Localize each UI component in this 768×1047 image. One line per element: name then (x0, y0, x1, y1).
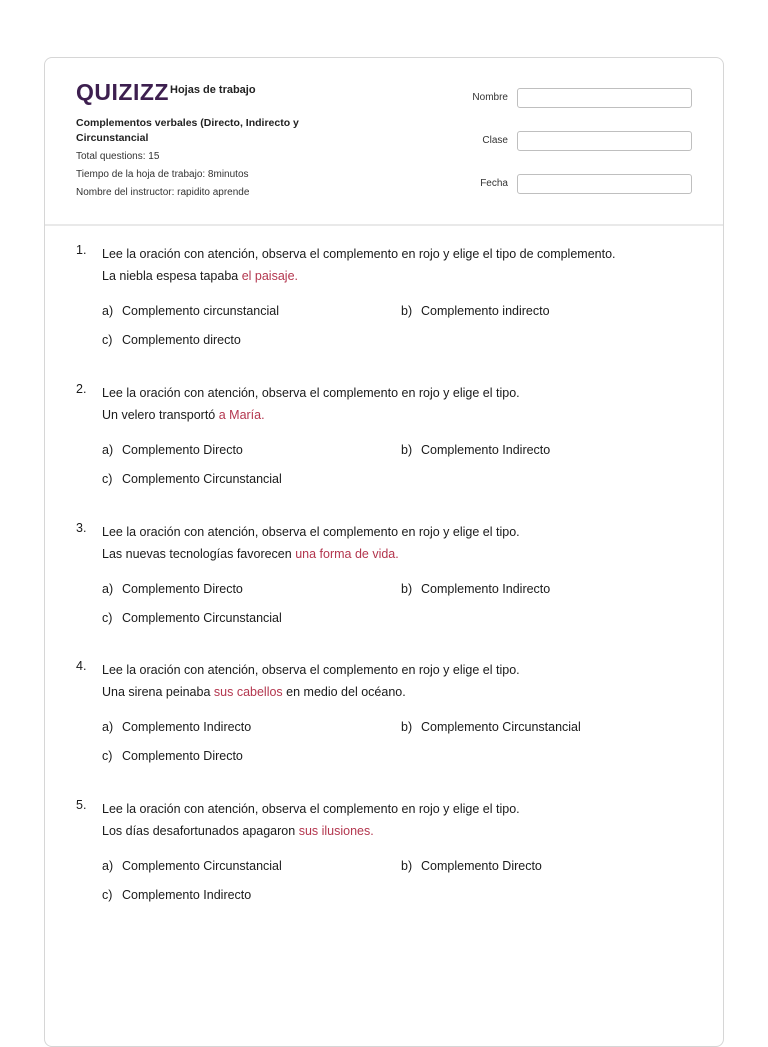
question-number: 5. (76, 798, 87, 812)
clase-label: Clase (482, 135, 508, 146)
question-sentence: La niebla espesa tapaba el paisaje. (102, 269, 298, 283)
option-b[interactable]: b) Complemento indirecto (401, 304, 550, 318)
fecha-label: Fecha (480, 178, 508, 189)
worksheet-page (44, 57, 724, 1047)
option-a[interactable]: a) Complemento circunstancial (102, 304, 280, 318)
question-sentence: Una sirena peinaba sus cabellos en medio del océano. (102, 685, 406, 699)
option-c[interactable]: c) Complemento directo (102, 333, 241, 347)
question-number: 2. (76, 382, 87, 396)
highlighted-complement: sus cabellos (213, 685, 283, 699)
question-prompt: Lee la oración con atención, observa el complemento en rojo y elige el tipo. Un velero transportó a María. (102, 382, 702, 426)
option-c[interactable]: c) Complemento Circunstancial (102, 611, 282, 625)
option-a[interactable]: a) Complemento Circunstancial (102, 859, 282, 873)
quizizz-logo: QUIZIZZ (76, 79, 169, 105)
nombre-field[interactable] (517, 88, 692, 108)
worksheet-header (45, 58, 723, 226)
clase-field[interactable] (517, 131, 692, 151)
question-number: 3. (76, 521, 87, 535)
total-questions: Total questions: 15 (76, 151, 160, 162)
highlighted-complement: a María. (218, 408, 265, 422)
option-b[interactable]: b) Complemento Indirecto (401, 582, 551, 596)
option-c[interactable]: c) Complemento Circunstancial (102, 472, 282, 486)
highlighted-complement: una forma de vida. (295, 547, 399, 561)
worksheet-time: Tiempo de la hoja de trabajo: 8minutos (76, 169, 249, 180)
question-number: 1. (76, 243, 87, 257)
question-prompt: Lee la oración con atención, observa el complemento en rojo y elige el tipo. Las nuevas tecnologías favorecen una forma de vida. (102, 521, 702, 565)
option-b[interactable]: b) Complemento Indirecto (401, 443, 551, 457)
question-sentence: Un velero transportó a María. (102, 408, 265, 422)
question-prompt: Lee la oración con atención, observa el complemento en rojo y elige el tipo. Una sirena peinaba sus cabellos en medio del océano. (102, 659, 702, 703)
question-sentence: Las nuevas tecnologías favorecen una forma de vida. (102, 547, 399, 561)
option-b[interactable]: b) Complemento Circunstancial (401, 720, 581, 734)
question-number: 4. (76, 659, 87, 673)
fecha-field[interactable] (517, 174, 692, 194)
instructor-name: Nombre del instructor: rapidito aprende (76, 187, 250, 198)
highlighted-complement: el paisaje. (241, 269, 298, 283)
question-prompt: Lee la oración con atención, observa el complemento en rojo y elige el tipo. Los días desafortunados apagaron sus ilusiones. (102, 798, 702, 842)
product-label: Hojas de trabajo (170, 84, 256, 96)
option-a[interactable]: a) Complemento Directo (102, 443, 243, 457)
option-c[interactable]: c) Complemento Directo (102, 749, 243, 763)
highlighted-complement: sus ilusiones. (298, 824, 374, 838)
option-c[interactable]: c) Complemento Indirecto (102, 888, 252, 902)
question-sentence: Los días desafortunados apagaron sus ilusiones. (102, 824, 374, 838)
question-prompt: Lee la oración con atención, observa el complemento en rojo y elige el tipo de complemento. La niebla espesa tapaba el paisaje. (102, 243, 702, 287)
worksheet-title: Complementos verbales (Directo, Indirecto y Circunstancial (76, 117, 299, 144)
option-b[interactable]: b) Complemento Directo (401, 859, 542, 873)
option-a[interactable]: a) Complemento Directo (102, 582, 243, 596)
nombre-label: Nombre (472, 92, 508, 103)
option-a[interactable]: a) Complemento Indirecto (102, 720, 252, 734)
